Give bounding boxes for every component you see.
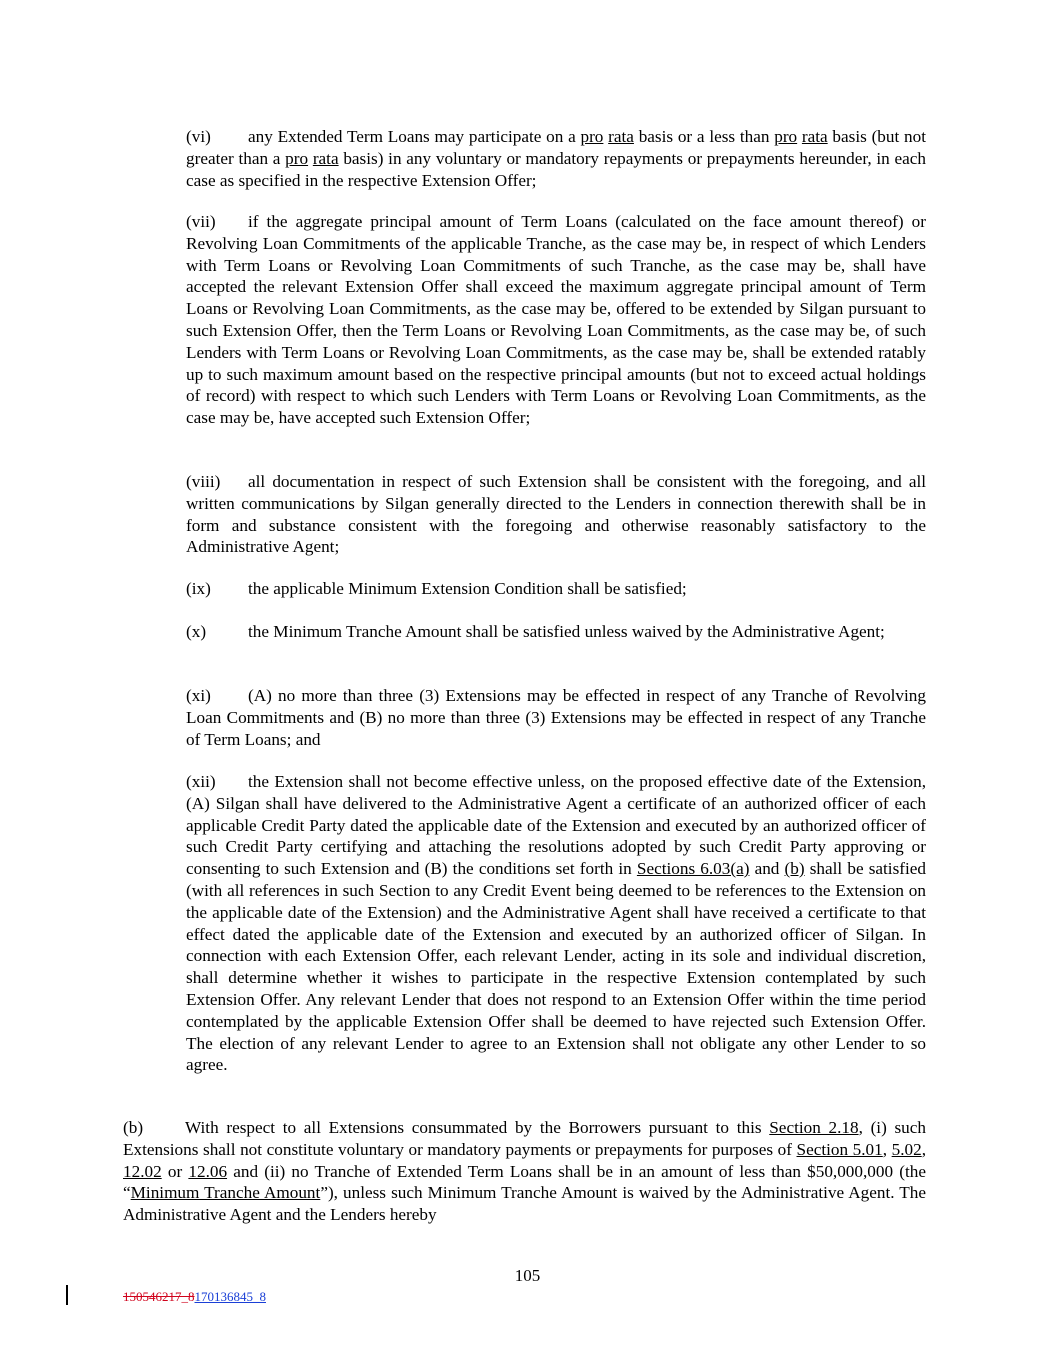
paragraph-x [186, 621, 926, 643]
paragraph-vi [186, 126, 926, 191]
underlined-term: pro [580, 127, 604, 146]
paragraph-text: With respect to all Extensions consummated by the Borrowers pursuant to this [185, 1118, 770, 1137]
paragraph-text: the Extension shall not become effective unless, on the proposed effective date of the Extension, (A) Silgan shall have delivered to the Administrative Agent a certificate of an authorized officer of each applicable Credit Party dated the applicable date of the Extension and executed by an authorized officer of such Credit Party certifying and attaching the resolutions adopted by such Credit Party approving or consenting to such Extension and (B) the conditions set forth in [186, 772, 926, 879]
section-reference: Sections 6.03(a) [636, 859, 750, 879]
paragraph-text: (A) no more than three (3) Extensions may be effected in respect of any Tranche of Revolving Loan Commitments and (B) no more than three (3) Extensions may be effected in respect of any Tranche of Term Loans; and [186, 686, 926, 749]
paragraph-text: basis (but not greater than a [186, 127, 926, 168]
section-reference: Section 5.01 [796, 1139, 883, 1159]
clause-number: (xii) [186, 772, 216, 791]
document-id [123, 1289, 266, 1305]
clause-number: (vii) [186, 212, 216, 231]
page-number: 105 [514, 1266, 541, 1285]
paragraph-viii [186, 471, 926, 558]
clause-number: (x) [186, 622, 207, 641]
clause-number: (b) [123, 1118, 144, 1137]
paragraph-text: ”), unless such Minimum Tranche Amount is waived by the Administrative Agent. The Administrative Agent and the Lenders hereby [123, 1183, 926, 1225]
underlined-term: rata [312, 148, 339, 168]
paragraph-text: and [749, 859, 785, 879]
paragraph-b [123, 1117, 926, 1226]
section-reference: Section 2.18 [769, 1118, 859, 1137]
underlined-term: rata [608, 127, 634, 146]
clause-number: (xi) [186, 686, 211, 705]
underlined-term: rata [801, 127, 828, 146]
paragraph-text: , [882, 1139, 892, 1159]
section-reference: 12.02 [123, 1161, 162, 1181]
deleted-doc-id: 150546217_8 [123, 1289, 195, 1304]
change-bar [66, 1285, 68, 1305]
paragraph-text: , [921, 1139, 927, 1159]
paragraph-text: shall be satisfied (with all references in such Section to any Credit Event being deemed to be references to the Extension on the applicable date of the Extension) and the Administrative Agent shall have received a certificate to that effect dated the applicable date of the Extension and executed by an authorized officer of Silgan. In connection with each Extension Offer, each relevant Lender, acting in its sole and individual discretion, shall determine whether it wishes to participate in the respective Extension contemplated by such Extension Offer. Any relevant Lender that does not respond to an Extension Offer within the time period contemplated by the applicable Extension Offer shall be deemed to have rejected such Extension Offer. The election of any relevant Lender to agree to an Extension shall not obligate any other Lender to so agree. [186, 859, 926, 1075]
paragraph-vii [186, 211, 926, 429]
paragraph-text: , (i) such Extensions shall not constitute voluntary or mandatory payments or prepayments for purposes of [123, 1118, 926, 1159]
paragraph-text: or [161, 1161, 189, 1181]
paragraph-text: any Extended Term Loans may participate on a [248, 127, 581, 146]
inserted-doc-id: 170136845_8 [194, 1289, 266, 1304]
section-reference: 5.02 [891, 1139, 922, 1159]
paragraph-ix [186, 578, 926, 600]
paragraph-text: all documentation in respect of such Extension shall be consistent with the foregoing, and all written communications by Silgan generally directed to the Lenders in connection therewith shall be in form and substance consistent with the foregoing and otherwise reasonably satisfactory to the Administrative Agent; [186, 472, 926, 557]
paragraph-text: basis) in any voluntary or mandatory repayments or prepayments hereunder, in each case as specified in the respective Extension Offer; [186, 148, 926, 190]
underlined-term: pro [285, 148, 309, 168]
paragraph-text: and (ii) no Tranche of Extended Term Loans shall be in an amount of less than $50,000,000 (the “ [123, 1161, 926, 1203]
paragraph-xi [186, 685, 926, 750]
paragraph-text: basis or a less than [633, 127, 775, 146]
paragraph-text: the Minimum Tranche Amount shall be satisfied unless waived by the Administrative Agent; [248, 622, 885, 641]
paragraph-xii [186, 771, 926, 1076]
section-reference: 12.06 [188, 1161, 228, 1181]
clause-number: (viii) [186, 472, 221, 491]
underlined-term: pro [774, 127, 798, 146]
clause-number: (vi) [186, 127, 211, 146]
defined-term: Minimum Tranche Amount [130, 1183, 321, 1203]
section-reference: (b) [784, 859, 805, 879]
paragraph-text: if the aggregate principal amount of Term Loans (calculated on the face amount thereof) or Revolving Loan Commitments of the applicable Tranche, as the case may be, in respect of which Lenders with Term Loans or Revolving Loan Commitments of such Tranche, as the case may be, shall have accepted the relevant Extension Offer shall exceed the maximum aggregate principal amount of Term Loans or Revolving Loan Commitments, as the case may be, offered to be extended by Silgan pursuant to such Extension Offer, then the Term Loans or Revolving Loan Commitments, as the case may be, of such Lenders with Term Loans or Revolving Loan Commitments, as the case may be, shall be extended ratably up to such maximum amount based on the respective principal amounts (but not to exceed actual holdings of record) with respect to which such Lenders with Term Loans or Revolving Loan Commitments, as the case may be, have accepted such Extension Offer; [186, 212, 926, 428]
paragraph-text: the applicable Minimum Extension Condition shall be satisfied; [248, 579, 687, 598]
clause-number: (ix) [186, 579, 211, 598]
